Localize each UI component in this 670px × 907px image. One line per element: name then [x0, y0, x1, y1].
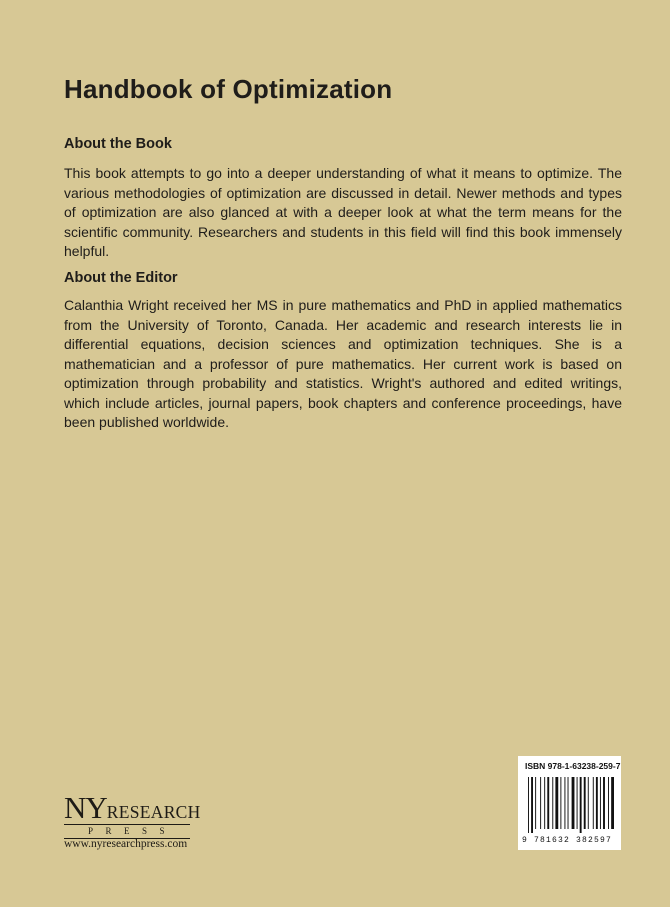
publisher-logo: [64, 790, 201, 840]
barcode-bar: [596, 777, 598, 829]
barcode-bar: [600, 777, 601, 829]
book-title: Handbook of Optimization: [64, 74, 393, 104]
barcode-bar: [547, 777, 549, 829]
barcode-bar: [572, 777, 575, 829]
isbn-label: ISBN 978-1-63238-259-7: [525, 761, 621, 771]
barcode-bar: [564, 777, 565, 829]
barcode-bar: [531, 777, 533, 833]
barcode-bar: [528, 777, 529, 833]
barcode-bar: [580, 777, 582, 833]
barcode-bar: [544, 777, 545, 829]
about-editor-heading: About the Editor: [64, 270, 178, 286]
barcode-bar: [555, 777, 558, 829]
about-editor-text: Calanthia Wright received her MS in pure mathematics and PhD in applied mathematics from the University of Toronto, Canada. Her academic and research interests lie in differential equations, decision sciences and optimization techniques. She is a mathematician and a professor of pure mathematics. Her current work is based on optimization through probability and statistics. Wright's authored and edited writings, which include articles, journal papers, book chapters and conference proceedings, have been published worldwide.: [64, 297, 622, 430]
barcode-bar: [540, 777, 541, 829]
barcode-bar: [535, 777, 536, 829]
barcode-bar: [577, 777, 578, 829]
publisher-url: www.nyresearchpress.com: [64, 838, 188, 850]
barcode-bar: [588, 777, 589, 829]
logo-press: PRESS: [88, 826, 178, 836]
barcode-bar: [584, 777, 586, 829]
barcode-bars: [528, 777, 614, 833]
barcode-bar: [611, 777, 614, 829]
barcode-bar: [560, 777, 561, 829]
barcode-bar: [552, 777, 553, 829]
barcode-bar: [568, 777, 569, 829]
barcode-bar: [608, 777, 609, 829]
about-book-text: This book attempts to go into a deeper understanding of what it means to optimize. The various methodologies of optimization are discussed in detail. Newer methods and types of optimization are also glanced at with a deeper look at what the term means for the scientific community. Researchers and students in this field will find this book immensely helpful.: [64, 165, 622, 259]
barcode-bar: [603, 777, 605, 829]
about-book-heading: About the Book: [64, 136, 172, 152]
logo-research: RESEARCH: [106, 802, 201, 822]
isbn-barcode: [518, 756, 621, 850]
barcode-bar: [593, 777, 594, 829]
barcode-digits: 9 781632 382597: [522, 836, 613, 845]
logo-ny: NY: [64, 790, 107, 825]
